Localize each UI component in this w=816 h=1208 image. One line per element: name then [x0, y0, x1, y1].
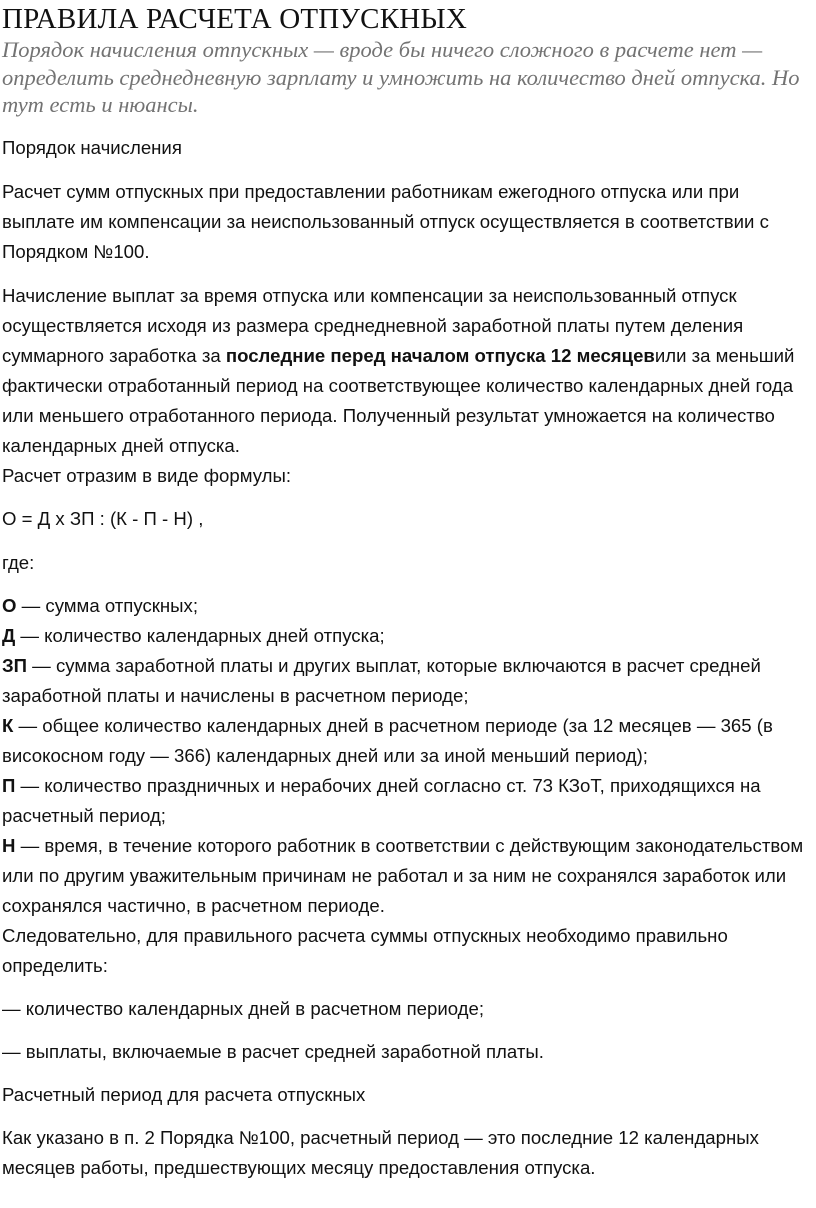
definition-term: О: [2, 594, 17, 616]
page-title: ПРАВИЛА РАСЧЕТА ОТПУСКНЫХ: [2, 3, 468, 35]
definition-term: Д: [2, 624, 16, 646]
definition-item: [2, 651, 810, 711]
definition-text: — количество календарных дней отпуска;: [15, 624, 385, 646]
article-body: [2, 133, 810, 1183]
definition-term: ЗП: [2, 654, 28, 676]
definition-term: Н: [2, 834, 16, 856]
definition-item: [2, 771, 810, 831]
definition-text: — время, в течение которого работник в соответствии с действующим законодательством или по другим уважительным причинам не работал и за ним не сохранялся заработок или сохранялся частично, в расчетном периоде.: [2, 834, 804, 916]
definition-term: П: [2, 774, 16, 796]
bullet-item: — количество календарных дней в расчетном периоде;: [2, 997, 484, 1019]
definition-text: — общее количество календарных дней в расчетном периоде (за 12 месяцев — 365 (в високосном году — 366) календарных дней или за иной меньший период);: [2, 714, 773, 766]
definition-text: — сумма отпускных;: [16, 594, 198, 616]
section-heading-period: Расчетный период для расчета отпускных: [2, 1083, 366, 1105]
definition-term: К: [2, 714, 14, 736]
where-label: где:: [2, 551, 35, 573]
definition-text: — количество праздничных и нерабочих дней согласно ст. 73 КЗоТ, приходящихся на расчетный период;: [2, 774, 761, 826]
paragraph-procedure: Расчет сумм отпускных при предоставлении работникам ежегодного отпуска или при выплате им компенсации за неиспользованный отпуск осуществляется в соответствии с Порядком №100.: [2, 180, 769, 262]
paragraph-text-before: Начисление выплат за время отпуска или компенсации за неиспользованный отпуск осуществляется исходя из размера среднедневной заработной платы путем деления суммарного заработка за: [2, 284, 744, 366]
section-heading-accrual: Порядок начисления: [2, 136, 182, 158]
definition-item: [2, 831, 810, 921]
paragraph-bold-period: последние перед началом отпуска 12 месяцев: [225, 344, 655, 366]
conclusion-paragraph: Следовательно, для правильного расчета суммы отпускных необходимо правильно определить:: [2, 924, 728, 976]
definitions-list: [2, 591, 810, 921]
definition-item: [2, 591, 810, 621]
paragraph-text-after: или за меньший фактически отработанный период на соответствующее количество календарных дней года или меньшего отработанного периода. Полученный результат умножается на количество календарных дней отпуска.: [2, 344, 795, 456]
paragraph-accrual-calculation: [2, 281, 810, 461]
formula-intro: Расчет отразим в виде формулы:: [2, 464, 291, 486]
paragraph-period: Как указано в п. 2 Порядка №100, расчетный период — это последние 12 календарных месяцев работы, предшествующих месяцу предоставления отпуска.: [2, 1126, 759, 1178]
lead-paragraph: Порядок начисления отпускных — вроде бы ничего сложного в расчете нет — определить среднедневную зарплату и умножить на количество дней отпуска. Но тут есть и нюансы.: [2, 37, 800, 117]
definition-item: [2, 711, 810, 771]
bullet-item: — выплаты, включаемые в расчет средней заработной платы.: [2, 1040, 544, 1062]
definition-item: [2, 621, 810, 651]
definition-text: — сумма заработной платы и других выплат, которые включаются в расчет средней заработной платы и начислены в расчетном периоде;: [2, 654, 761, 706]
formula: О = Д х ЗП : (К - П - Н) ,: [2, 507, 204, 529]
